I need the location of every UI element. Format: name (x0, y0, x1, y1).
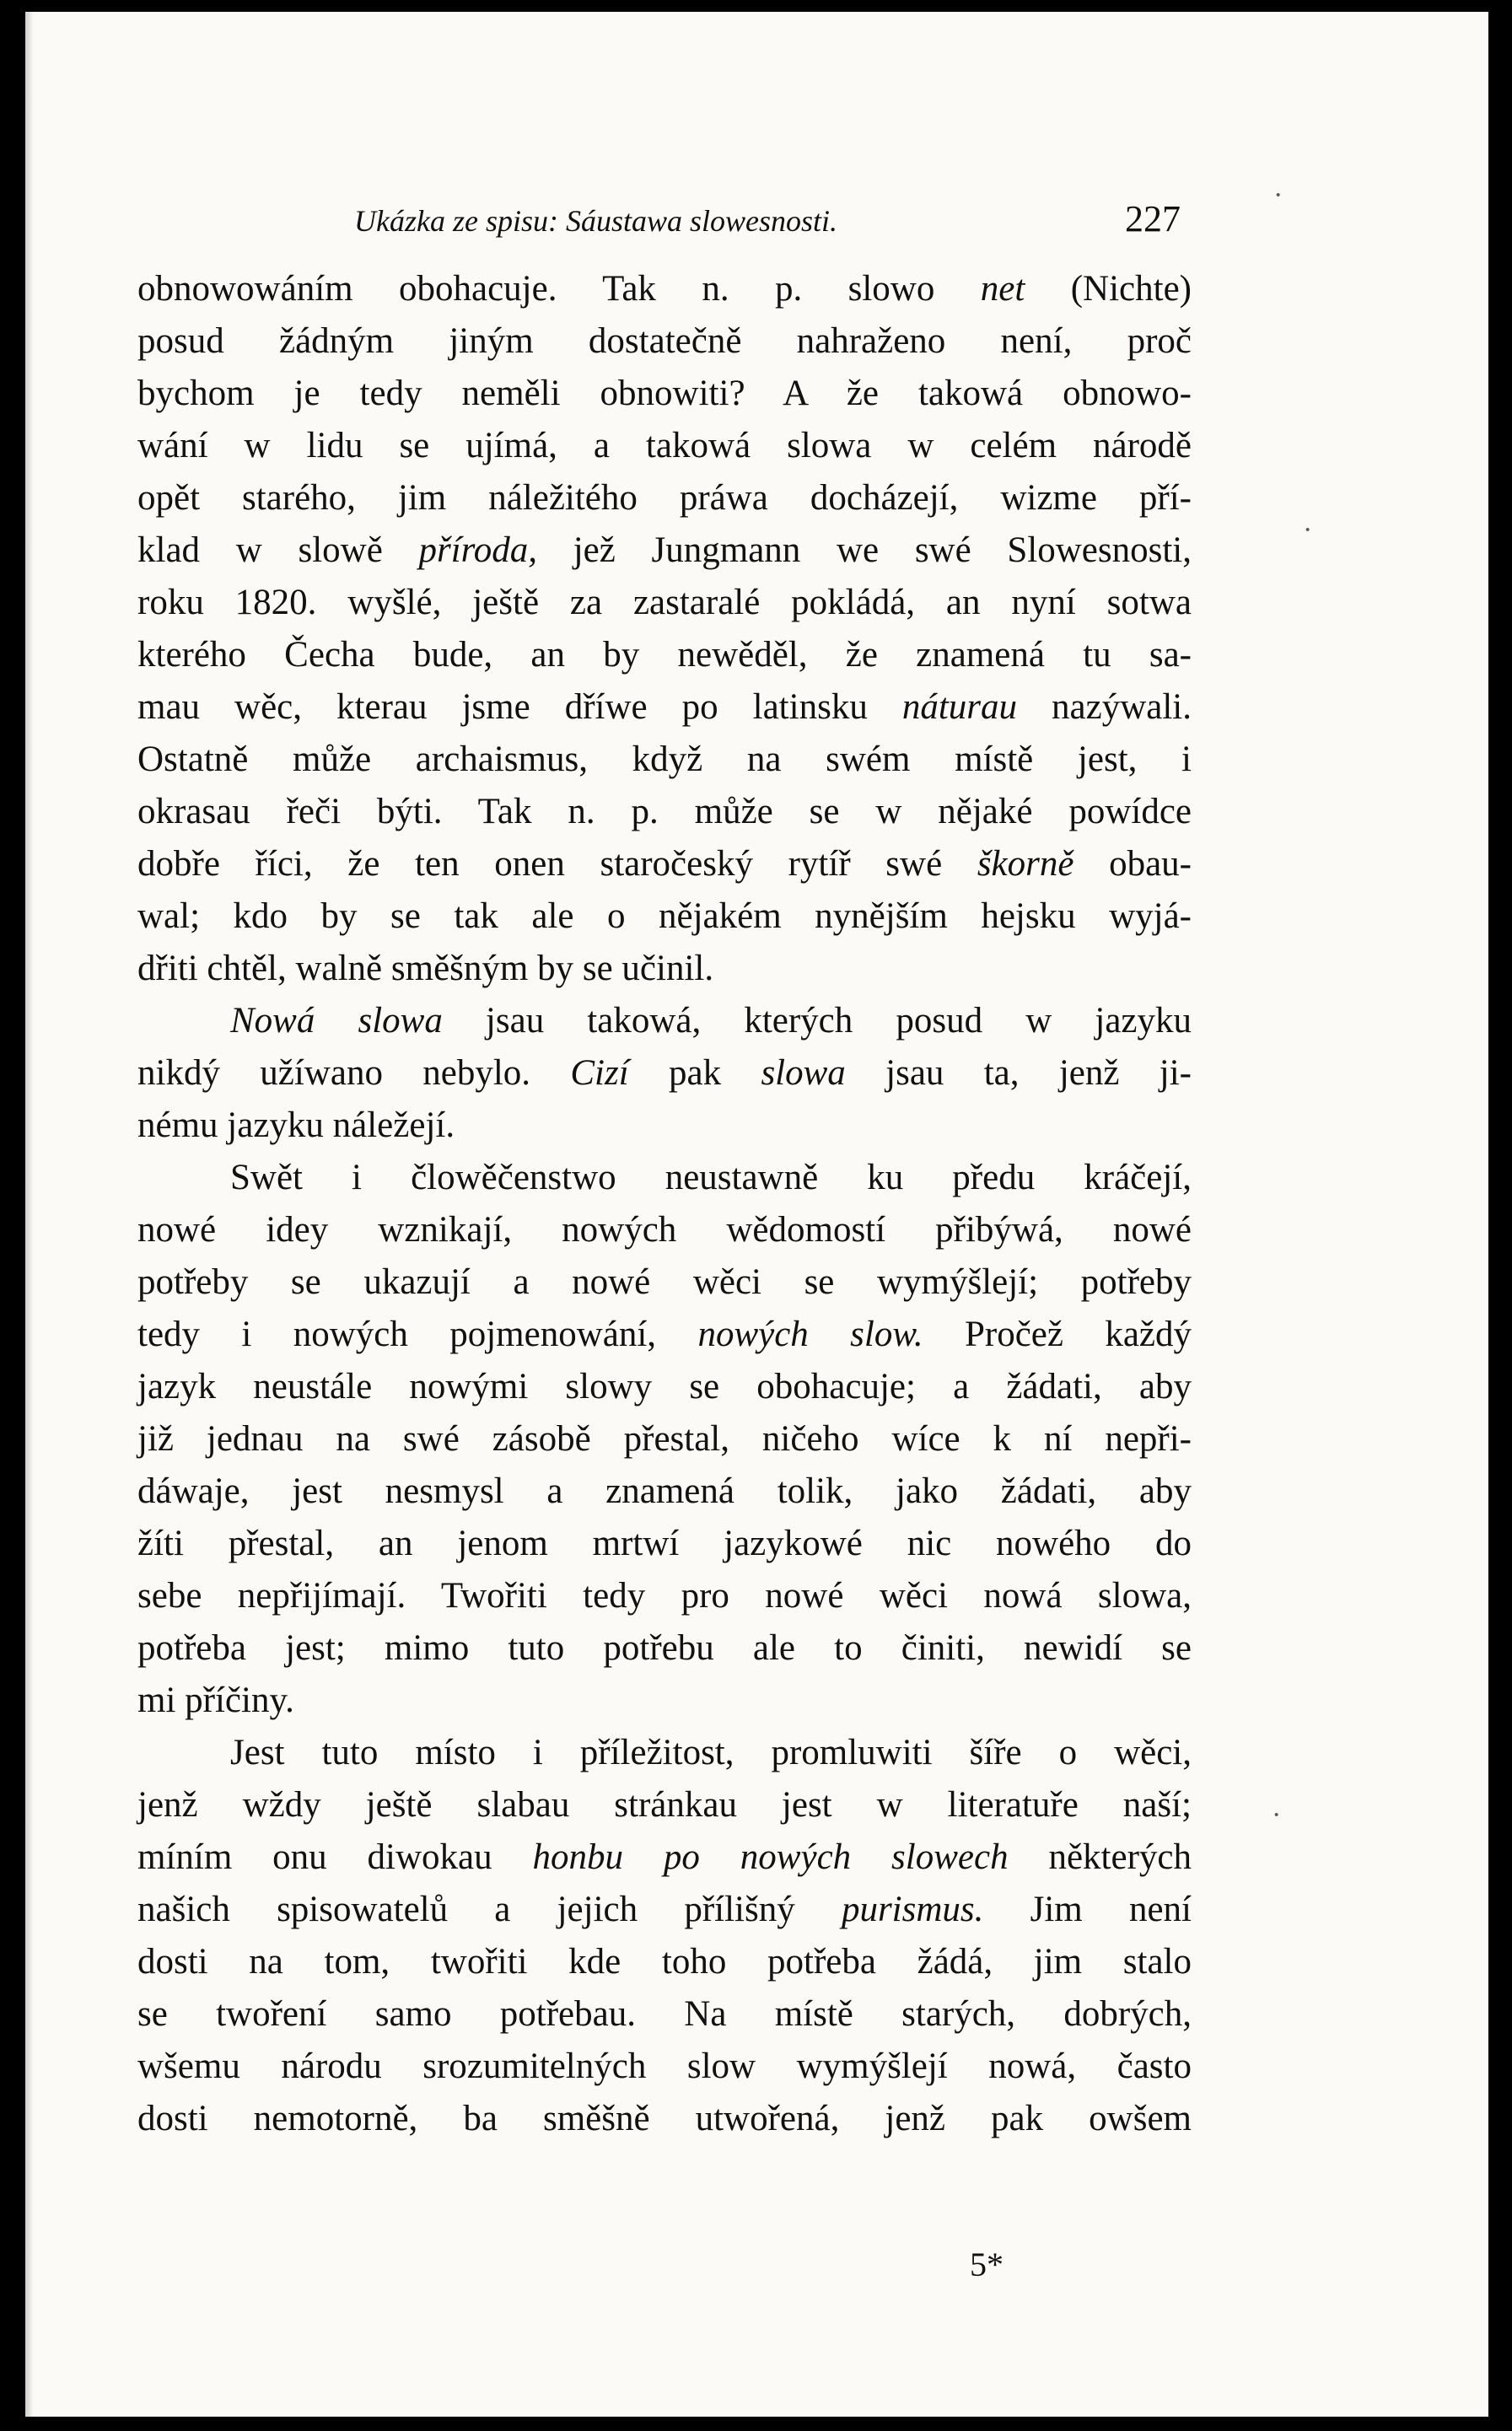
italic-term: náturau (901, 687, 1018, 727)
text-run: roku 1820. wyšlé, ještě za zastaralé pokládá, an nyní sotwa (137, 583, 1192, 622)
text-run: jazyk neustále nowými slowy se obohacuje; a žádati, aby (137, 1367, 1192, 1406)
text-run: našich spisowatelů a jejich přílišný (137, 1890, 842, 1929)
italic-term: slowa (761, 1053, 846, 1093)
text-run: wal; kdo by se tak ale o nějakém nynějším hejsku wyjá- (137, 896, 1192, 936)
text-line (137, 1936, 1192, 1988)
text-run: mi příčiny. (137, 1681, 294, 1720)
text-run: již jednau na swé zásobě přestal, ničeho wíce k ní nepři- (137, 1419, 1192, 1459)
text-run: okrasau řeči býti. Tak n. p. může se w nějaké powídce (137, 792, 1192, 831)
text-run: tedy i nowých pojmenowání, (137, 1315, 698, 1354)
text-run: wšemu národu srozumitelných slow wymýšlejí nowá, často (137, 2046, 1192, 2086)
text-line (137, 943, 1192, 995)
italic-term: příroda, (418, 530, 538, 570)
text-line (137, 1204, 1192, 1256)
text-line (137, 734, 1192, 786)
text-run: některých (1008, 1837, 1192, 1877)
print-speck: · (1273, 180, 1283, 211)
text-run: dřiti chtěl, walně směšným by se učinil. (137, 949, 714, 988)
italic-term: net (980, 269, 1025, 309)
text-line (137, 1622, 1192, 1675)
text-run: Jest tuto místo i příležitost, promluwiti šíře o wěci, (230, 1733, 1192, 1772)
text-line (137, 1779, 1192, 1831)
text-line (137, 1152, 1192, 1204)
text-run: posud žádným jiným dostatečně nahraženo není, proč (137, 321, 1192, 361)
text-line (137, 890, 1192, 943)
text-line (137, 472, 1192, 524)
text-run: jsau ta, jenž ji- (845, 1053, 1192, 1093)
italic-term: škorně (977, 844, 1074, 884)
italic-term: honbu po nowých slowech (532, 1837, 1009, 1877)
text-line (137, 1047, 1192, 1100)
text-line (137, 1466, 1192, 1518)
text-line (137, 1100, 1192, 1152)
text-line (137, 995, 1192, 1047)
text-line (137, 1256, 1192, 1309)
text-run: potřeby se ukazují a nowé wěci se wymýšlejí; potřeby (137, 1262, 1192, 1302)
text-line (137, 2041, 1192, 2093)
text-line (137, 368, 1192, 420)
text-line (137, 629, 1192, 681)
body-text (137, 263, 1192, 2145)
italic-term: purismus. (841, 1890, 984, 1929)
text-run: míním onu diwokau (137, 1837, 533, 1877)
italic-term: Nowá slowa (230, 1001, 443, 1041)
text-line (137, 1413, 1192, 1466)
page-left-edge (25, 12, 34, 2417)
text-run: jež Jungmann we swé Slowesnosti, (537, 530, 1192, 570)
text-line (137, 1675, 1192, 1727)
text-line (137, 838, 1192, 890)
italic-term: Cizí (570, 1053, 629, 1093)
text-run: mau wěc, kterau jsme dříwe po latinsku (137, 687, 902, 727)
text-run: jsau takowá, kterých posud w jazyku (442, 1001, 1192, 1041)
text-run: Pročež každý (923, 1315, 1192, 1354)
text-run: Ostatně může archaismus, když na swém místě jest, i (137, 740, 1192, 779)
text-line (137, 2093, 1192, 2145)
print-speck: · (1303, 514, 1313, 546)
text-line (137, 1988, 1192, 2041)
text-run: dobře říci, že ten onen staročeský rytíř swé (137, 844, 977, 884)
text-line (137, 420, 1192, 472)
text-line (137, 1361, 1192, 1413)
running-header: Ukázka ze spisu: Sáustawa slowesnosti. (354, 204, 838, 238)
text-run: nému jazyku náležejí. (137, 1105, 455, 1145)
text-run: (Nichte) (1025, 269, 1192, 309)
text-run: Swět i člowěčenstwo neustawně ku předu kráčejí, (230, 1158, 1192, 1197)
text-run: nowé idey wznikají, nowých wědomostí přibýwá, nowé (137, 1210, 1192, 1250)
text-line (137, 1518, 1192, 1570)
text-line (137, 263, 1192, 315)
text-run: obnowowáním obohacuje. Tak n. p. slowo (137, 269, 981, 309)
text-line (137, 577, 1192, 629)
text-line (137, 681, 1192, 734)
text-run: jenž wždy ještě slabau stránkau jest w literatuře naší; (137, 1785, 1192, 1825)
italic-term: nowých slow. (697, 1315, 923, 1354)
text-run: opět starého, jim náležitého práwa docházejí, wizme pří- (137, 478, 1192, 518)
text-run: pak (628, 1053, 761, 1093)
text-line (137, 1884, 1192, 1936)
text-line (137, 315, 1192, 368)
text-run: kterého Čecha bude, an by newěděl, že znamená tu sa- (137, 635, 1192, 675)
text-run: nazýwali. (1017, 687, 1192, 727)
text-run: potřeba jest; mimo tuto potřebu ale to činiti, newidí se (137, 1628, 1192, 1668)
text-line (137, 524, 1192, 577)
text-run: žíti přestal, an jenom mrtwí jazykowé nic nowého do (137, 1524, 1192, 1563)
text-run: bychom je tedy neměli obnowiti? A že takowá obnowo- (137, 374, 1192, 413)
text-run: dosti nemotorně, ba směšně utwořená, jenž pak owšem (137, 2099, 1192, 2138)
text-run: dáwaje, jest nesmysl a znamená tolik, jako žádati, aby (137, 1471, 1192, 1511)
text-run: dosti na tom, twořiti kde toho potřeba žádá, jim stalo (137, 1942, 1192, 1982)
text-run: klad w slowě (137, 530, 419, 570)
signature-mark: 5* (970, 2245, 1004, 2283)
text-run: sebe nepřijímají. Twořiti tedy pro nowé wěci nowá slowa, (137, 1576, 1192, 1616)
text-line (137, 786, 1192, 838)
page-number: 227 (1125, 198, 1181, 239)
text-run: Jim není (983, 1890, 1192, 1929)
text-line (137, 1570, 1192, 1622)
text-line (137, 1309, 1192, 1361)
print-speck: · (1272, 1799, 1282, 1831)
text-run: nikdý užíwano nebylo. (137, 1053, 571, 1093)
text-run: wání w lidu se ujímá, a takowá slowa w celém národě (137, 426, 1192, 465)
text-run: obau- (1073, 844, 1192, 884)
text-run: se twoření samo potřebau. Na místě starých, dobrých, (137, 1994, 1192, 2034)
text-line (137, 1831, 1192, 1884)
text-line (137, 1727, 1192, 1779)
